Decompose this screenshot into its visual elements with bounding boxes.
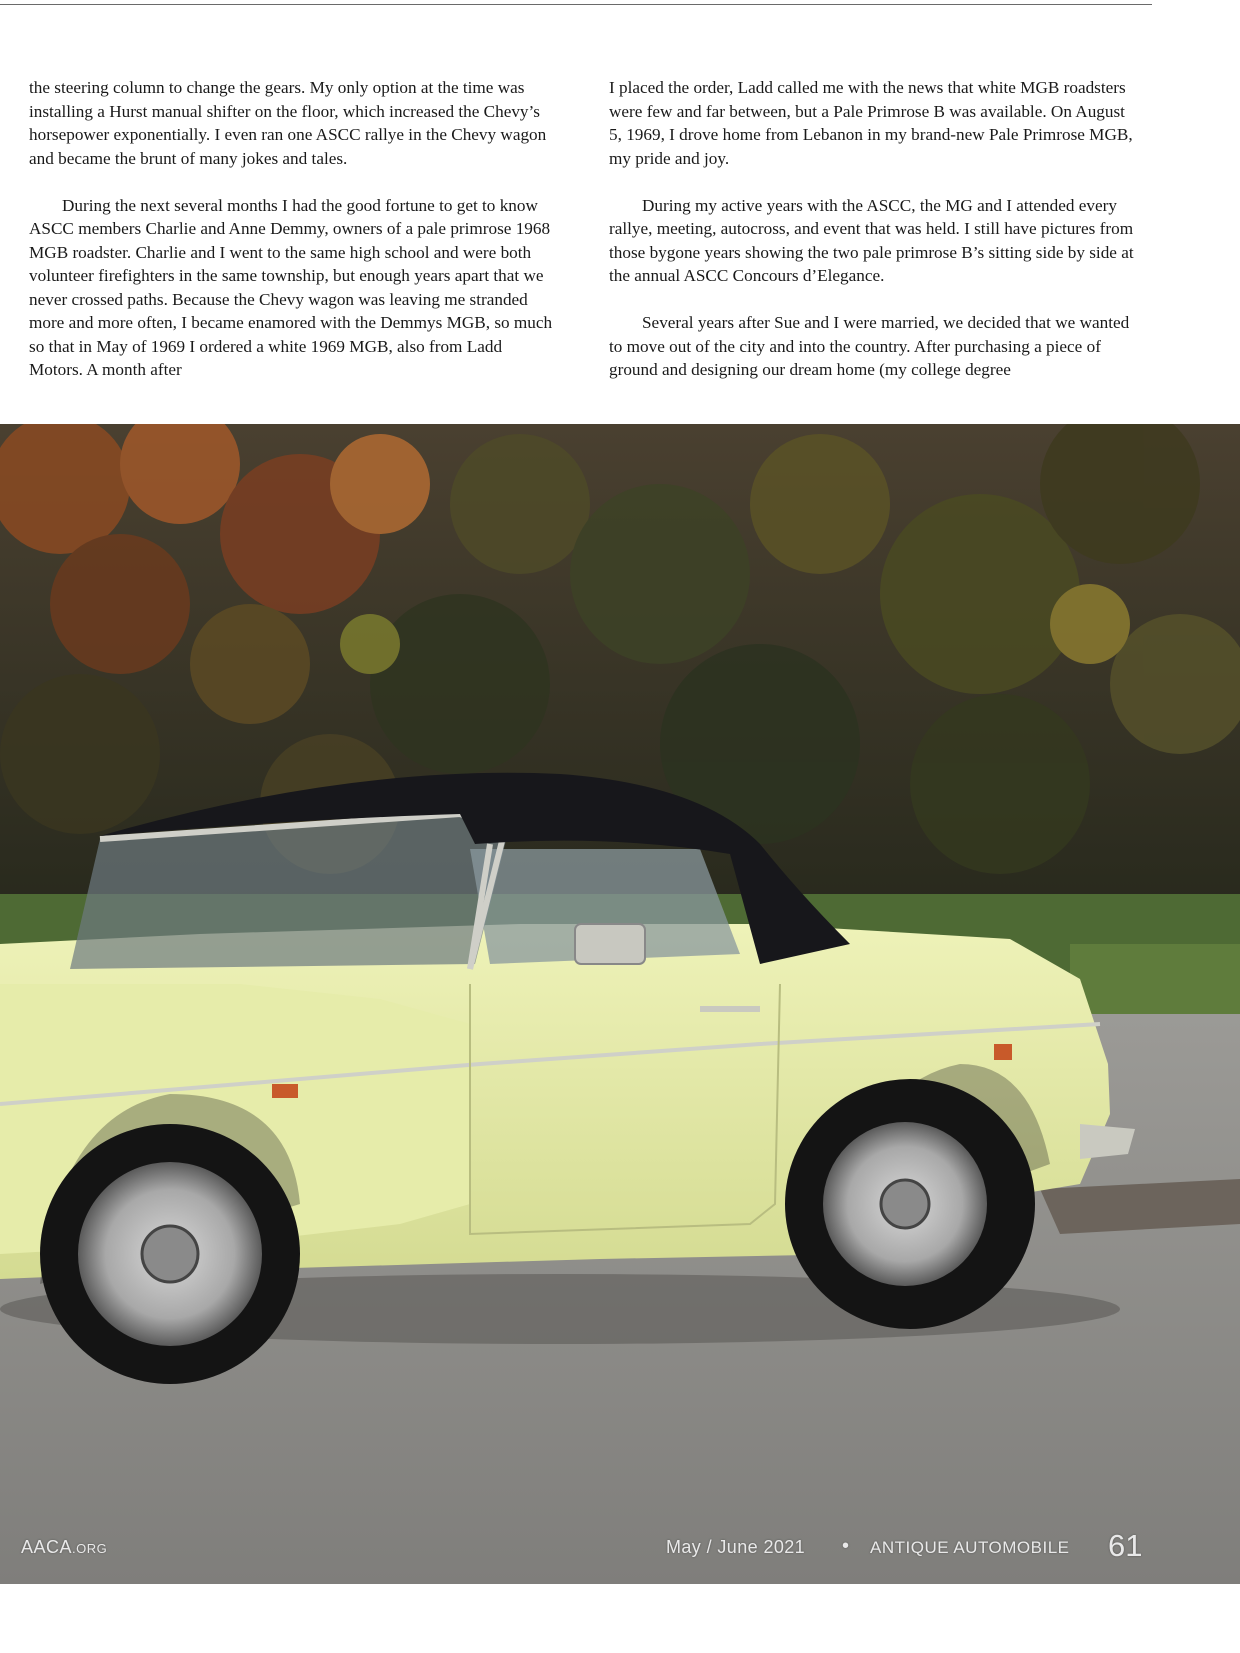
side-mirror <box>575 924 645 964</box>
page-number: 61 <box>1108 1528 1143 1563</box>
car-photo-illustration <box>0 424 1240 1584</box>
footer-bullet: • <box>842 1535 850 1557</box>
rear-wheel <box>785 1079 1035 1329</box>
footer-magazine-title: ANTIQUE AUTOMOBILE <box>870 1538 1070 1557</box>
text-column-right <box>609 76 1139 382</box>
header-rule <box>0 4 1152 5</box>
text-column-left <box>29 76 559 382</box>
car-photo <box>0 424 1240 1584</box>
front-wheel <box>40 1124 300 1384</box>
paragraph: I placed the order, Ladd called me with the news that white MGB roadsters were few and far between, but a Pale Primrose B was available. On August 5, 1969, I drove home from Lebanon in my brand-new Pale Primrose MGB, my pride and joy. <box>609 78 1133 168</box>
paragraph: During my active years with the ASCC, the MG and I attended every rallye, meeting, autocross, and event that was held. I still have pictures from those bygone years showing the two pale primrose B’s sitting side by side at the annual ASCC Concours d’Elegance. <box>609 195 1134 285</box>
footer-site-suffix: .ORG <box>72 1541 108 1556</box>
footer-issue-date: May / June 2021 <box>666 1537 806 1557</box>
paragraph: the steering column to change the gears. My only option at the time was installing a Hurst manual shifter on the floor, which increased the Chevy’s horsepower exponentially. I even ran one ASCC rallye in the Chevy wagon and became the brunt of many jokes and tales. <box>29 78 547 168</box>
paragraph: During the next several months I had the good fortune to get to know ASCC members Charlie and Anne Demmy, owners of a pale primrose 1968 MGB roadster. Charlie and I went to the same high school and were both volunteer firefighters in the same township, but enough years apart that we never crossed paths. Because the Chevy wagon was leaving me stranded more and more often, I became enamored with the Demmys MGB, so much so that in May of 1969 I ordered a white 1969 MGB, also from Ladd Motors. A month after <box>29 195 553 379</box>
footer-site <box>21 1537 107 1558</box>
footer-site-main: AACA <box>21 1537 73 1557</box>
paragraph: Several years after Sue and I were married, we decided that we wanted to move out of the city and into the country. After purchasing a piece of ground and designing our dream home (my college degree <box>609 313 1130 379</box>
page-footer <box>0 1528 1240 1568</box>
